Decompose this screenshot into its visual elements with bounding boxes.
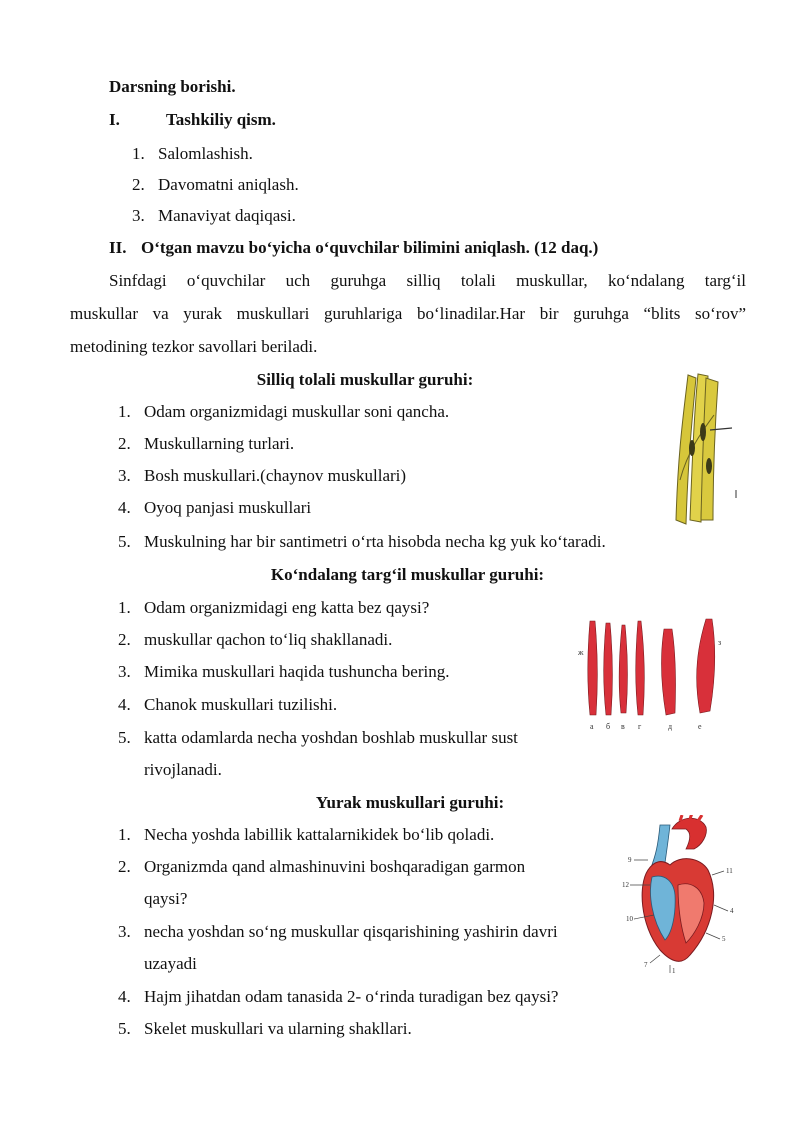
group-1-item-3: 3. Bosh muskullari.(chaynov muskullari) [118,466,407,485]
group-2-item-5: 5. katta odamlarda necha yoshdan boshlab muskullar sust [118,728,518,747]
lesson-heading: Darsning borishi. [109,77,236,96]
group-1-item-4: 4. Oyoq panjasi muskullari [118,498,312,517]
org-item-3: 3. Manaviyat daqiqasi. [132,206,296,225]
group-3-item-5: 5. Skelet muskullari va ularning shakllari. [118,1019,412,1038]
group-3-item-3-continued: uzayadi [144,954,197,973]
heart-number-12: 12 [622,881,629,889]
group-1-item-2: 2. Muskullarning turlari. [118,434,295,453]
heart-number-11: 11 [726,867,733,875]
group-1-title: Silliq tolali muskullar guruhi: [256,370,474,389]
section-2-number: II. [109,238,127,257]
heart-number-10: 10 [626,915,633,923]
org-item-1: 1. Salomlashish. [132,144,253,163]
group-3-item-3: 3. necha yoshdan so‘ng muskullar qisqarishining yashirin davri [118,922,558,941]
muscle-label-e: е [698,722,702,731]
group-2-item-3: 3. Mimika muskullari haqida tushuncha bering. [118,662,450,681]
group-2-item-5-continued: rivojlanadi. [144,760,222,779]
heart-number-1: 1 [672,967,676,975]
group-2-item-4: 4. Chanok muskullari tuzilishi. [118,695,338,714]
group-3-item-2: 2. Organizmda qand almashinuvini boshqaradigan garmon [118,857,526,876]
muscle-label-d: д [668,722,673,731]
heart-number-9: 9 [628,856,632,864]
heart-number-7: 7 [644,961,648,969]
muscle-label-v: в [621,722,625,731]
group-2-item-2: 2. muskullar qachon to‘liq shakllanadi. [118,630,393,649]
group-3-item-2-continued: qaysi? [144,889,188,908]
muscle-label-g: г [638,722,642,731]
muscle-label-zh: ж [578,648,584,657]
group-2-item-1: 1. Odam organizmidagi eng katta bez qaysi? [118,598,430,617]
group-3-item-1: 1. Necha yoshda labillik kattalarnikidek bo‘lib qoladi. [118,825,495,844]
smooth-muscle-figure [668,370,748,528]
muscle-label-z: з [718,638,722,647]
group-3-item-4: 4. Hajm jihatdan odam tanasida 2- o‘rinda turadigan bez qaysi? [118,987,559,1006]
section-2-title: O‘tgan mavzu bo‘yicha o‘quvchilar bilimini aniqlash. (12 daq.) [141,238,599,257]
muscle-label-b: б [606,722,611,731]
group-3-title: Yurak muskullari guruhi: [315,793,505,812]
intro-line-2: muskullar va yurak muskullari guruhlariga bo‘linadilar.Har bir guruhga “blits so‘rov” [70,304,746,323]
heart-number-4: 4 [730,907,734,915]
muscle-shapes-figure [578,615,728,735]
heart-figure [620,815,740,975]
muscle-label-a: а [590,722,594,731]
section-1-number: I. [109,110,120,129]
group-1-item-5: 5. Muskulning har bir santimetri o‘rta hisobda necha kg yuk ko‘taradi. [118,532,606,551]
group-2-title: Ko‘ndalang targ‘il muskullar guruhi: [270,565,545,584]
heart-number-5: 5 [722,935,726,943]
section-1-title: Tashkiliy qism. [166,110,276,129]
intro-line-1: Sinfdagi o‘quvchilar uch guruhga silliq tolali muskullar, ko‘ndalang targ‘il [109,271,746,290]
intro-line-3: metodining tezkor savollari beriladi. [70,337,318,356]
org-item-2: 2. Davomatni aniqlash. [132,175,299,194]
group-1-item-1: 1. Odam organizmidagi muskullar soni qancha. [118,402,450,421]
